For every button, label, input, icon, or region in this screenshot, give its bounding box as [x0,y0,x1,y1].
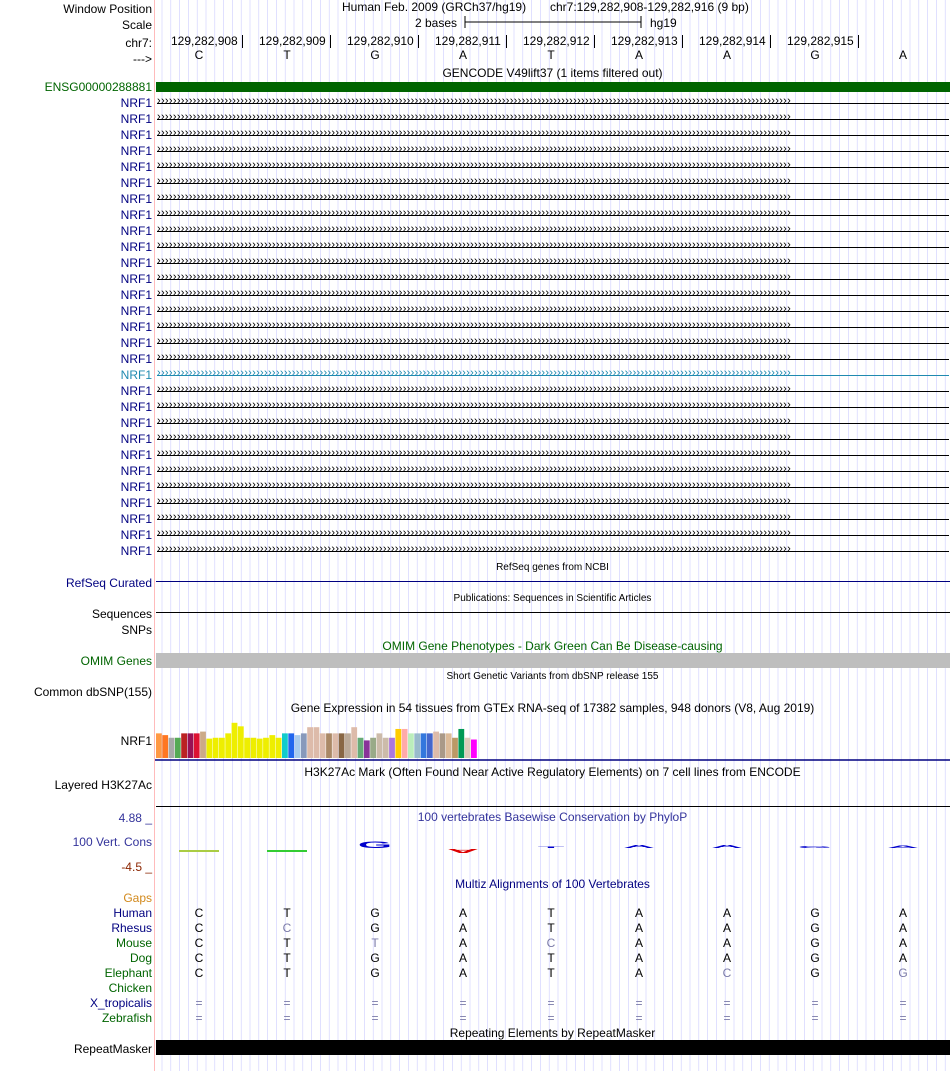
alignment-base: A [634,966,643,980]
gtex-tissue-bar[interactable] [326,733,332,758]
transcript-strand-arrows: ›››››››››››››››››››››››››››››››››››››››››››››››››››››››››››››››››››››››››››››››››››››››››››››››››››››››››››››››››››››››››››››››››››››››››››››››››››››››››››››››› [157,463,792,475]
h3k27ac-track-title: H3K27Ac Mark (Often Found Near Active Regulatory Elements) on 7 cell lines from ENCODE [304,765,801,779]
publications-label[interactable]: Sequences [91,607,152,621]
reference-base: C [194,48,204,62]
alignment-base: = [899,996,907,1010]
gtex-tissue-bar[interactable] [314,727,320,758]
alignment-base: G [370,906,380,920]
gtex-tissue-bar[interactable] [320,733,326,758]
gtex-tissue-bar[interactable] [301,733,307,758]
coordinate-tick [770,35,771,48]
phylop-score-letter: A [447,847,479,855]
transcript-strand-arrows: ›››››››››››››››››››››››››››››››››››››››››››››››››››››››››››››››››››››››››››››››››››››››››››››››››››››››››››››››››››››››››››››››››››››››››››››››››››››››››››››››› [157,239,792,251]
transcript-label[interactable]: NRF1 [120,320,152,334]
snps-label[interactable]: SNPs [121,623,152,637]
gtex-tissue-bar[interactable] [263,738,269,758]
alignment-base: = [371,1011,379,1025]
species-label-dog[interactable]: Dog [129,951,152,965]
transcript-label[interactable]: NRF1 [120,368,152,382]
alignment-base: G [810,951,820,965]
phylop-score-letter: A [623,843,655,850]
transcript-label[interactable]: NRF1 [120,496,152,510]
coordinate-tick [242,35,243,48]
alignment-base: = [723,996,731,1010]
coordinate-tick [682,35,683,48]
strand-label: ---> [133,52,152,66]
transcript-label[interactable]: NRF1 [120,224,152,238]
dbsnp-track-title: Short Genetic Variants from dbSNP release 155 [446,671,659,682]
reference-base: G [370,48,380,62]
alignment-base: T [547,966,555,980]
transcript-label[interactable]: NRF1 [120,512,152,526]
transcript-strand-arrows: ›››››››››››››››››››››››››››››››››››››››››››››››››››››››››››››››››››››››››››››››››››››››››››››››››››››››››››››››››››››››››››››››››››››››››››››››››››››››››››››››› [157,495,792,507]
gtex-tissue-bar[interactable] [181,733,187,758]
alignment-base: = [283,996,291,1010]
gtex-track-title: Gene Expression in 54 tissues from GTEx RNA-seq of 17382 samples, 948 donors (V8, Aug 2019) [290,701,815,715]
species-label-zebrafish[interactable]: Zebrafish [101,1011,152,1025]
transcript-strand-arrows: ›››››››››››››››››››››››››››››››››››››››››››››››››››››››››››››››››››››››››››››››››››››››››››››››››››››››››››››››››››››››››››››››››››››››››››››››››››››››››››››››› [157,159,792,171]
gtex-tissue-bar[interactable] [169,738,175,758]
phylop-score-mark [179,850,219,852]
transcript-strand-arrows: ›››››››››››››››››››››››››››››››››››››››››››››››››››››››››››››››››››››››››››››››››››››››››››››››››››››››››››››››››››››››››››››››››››››››››››››››››››››››››››››››› [157,319,792,331]
gtex-tissue-bar[interactable] [446,733,452,758]
transcript-strand-arrows: ›››››››››››››››››››››››››››››››››››››››››››››››››››››››››››››››››››››››››››››››››››››››››››››››››››››››››››››››››››››››››››››››››››››››››››››››››››››››››››››››› [157,479,792,491]
transcript-label[interactable]: NRF1 [120,432,152,446]
gtex-bar-chart[interactable] [155,714,950,762]
transcript-strand-arrows: ›››››››››››››››››››››››››››››››››››››››››››››››››››››››››››››››››››››››››››››››››››››››››››››››››››››››››››››››››››››››››››››››››››››››››››››››››››››››››››››››› [157,351,792,363]
gtex-tissue-bar[interactable] [206,739,212,758]
transcript-label[interactable]: NRF1 [120,480,152,494]
transcript-strand-arrows: ›››››››››››››››››››››››››››››››››››››››››››››››››››››››››››››››››››››››››››››››››››››››››››››››››››››››››››››››››››››››››››››››››››››››››››››››››››››››››››››››› [157,303,792,315]
alignment-base: C [194,936,204,950]
gtex-tissue-bar[interactable] [156,733,162,758]
alignment-base: A [458,921,467,935]
refseq-line [156,581,950,582]
species-label-rhesus[interactable]: Rhesus [111,921,152,935]
alignment-base: T [283,906,291,920]
transcript-strand-arrows: ›››››››››››››››››››››››››››››››››››››››››››››››››››››››››››››››››››››››››››››››››››››››››››››››››››››››››››››››››››››››››››››››››››››››››››››››››››››››››››››››› [157,527,792,539]
alignment-base: = [195,996,203,1010]
omim-feature-bar[interactable] [156,653,950,668]
phylop-label[interactable]: 100 Vert. Cons [72,835,152,849]
alignment-base: = [283,1011,291,1025]
alignment-base: G [370,951,380,965]
alignment-base: = [459,1011,467,1025]
phylop-conservation-plot[interactable] [155,828,950,864]
transcript-label[interactable]: NRF1 [120,128,152,142]
reference-base: A [722,48,731,62]
alignment-base: A [722,921,731,935]
transcript-strand-arrows: ›››››››››››››››››››››››››››››››››››››››››››››››››››››››››››››››››››››››››››››››››››››››››››››››››››››››››››››››››››››››››››››››››››››››››››››››››››››››››››››››› [157,383,792,395]
transcript-strand-arrows: ›››››››››››››››››››››››››››››››››››››››››››››››››››››››››››››››››››››››››››››››››››››››››››››››››››››››››››››››››››››››››››››››››››››››››››››››››››››››››››››››› [157,127,792,139]
gtex-tissue-bar[interactable] [225,733,231,758]
alignment-base: = [195,1011,203,1025]
gtex-tissue-bar[interactable] [465,738,471,758]
coordinate-tick [418,35,419,48]
species-label-elephant[interactable]: Elephant [104,966,152,980]
transcript-label[interactable]: NRF1 [120,208,152,222]
gtex-tissue-bar[interactable] [288,733,294,758]
gtex-tissue-bar[interactable] [188,733,194,758]
alignment-base: A [722,951,731,965]
alignment-base: A [722,936,731,950]
alignment-base: = [811,1011,819,1025]
transcript-label[interactable]: NRF1 [120,464,152,478]
alignment-base: A [634,951,643,965]
phylop-score-letter: G [357,839,393,850]
transcript-strand-arrows: ›››››››››››››››››››››››››››››››››››››››››››››››››››››››››››››››››››››››››››››››››››››››››››››››››››››››››››››››››››››››››››››››››››››››››››››››››››››››››››››››› [157,95,792,107]
scale-text: 2 bases [415,16,458,30]
alignment-base: C [194,906,204,920]
alignment-base: A [458,966,467,980]
transcript-strand-arrows: ›››››››››››››››››››››››››››››››››››››››››››››››››››››››››››››››››››››››››››››››››››››››››››››››››››››››››››››››››››››››››››››››››››››››››››››››››››››››››››››››› [157,175,792,187]
gtex-tissue-bar[interactable] [307,727,313,758]
scale-bar [462,14,644,30]
alignment-base: A [458,936,467,950]
coordinate-tick-label: 129,282,914 [699,34,766,48]
transcript-strand-arrows: ›››››››››››››››››››››››››››››››››››››››››››››››››››››››››››››››››››››››››››››››››››››››››››››››››››››››››››››››››››››››››››››››››››››››››››››››››››››››››››››››› [157,287,792,299]
transcript-label[interactable]: NRF1 [120,448,152,462]
assembly-text: Human Feb. 2009 (GRCh37/hg19) [342,0,527,14]
transcript-label[interactable]: NRF1 [120,192,152,206]
transcript-label[interactable]: NRF1 [120,160,152,174]
reference-base: G [810,48,820,62]
coordinate-tick-label: 129,282,915 [787,34,854,48]
gtex-tissue-bar[interactable] [364,740,370,758]
reference-base: A [898,48,907,62]
gtex-tissue-bar[interactable] [200,732,206,758]
gtex-label[interactable]: NRF1 [120,734,152,748]
h3k27ac-baseline [156,806,950,807]
gtex-tissue-bar[interactable] [213,738,219,758]
alignment-base: = [723,1011,731,1025]
alignment-base: T [283,936,291,950]
transcript-strand-arrows: ›››››››››››››››››››››››››››››››››››››››››››››››››››››››››››››››››››››››››››››››››››››››››››››››››››››››››››››››››››››››››››››››››››››››››››››››››››››››››››››››› [157,111,792,123]
transcript-strand-arrows: ›››››››››››››››››››››››››››››››››››››››››››››››››››››››››››››››››››››››››››››››››››››››››››››››››››››››››››››››››››››››››››››››››››››››››››››››››››››››››››››››› [157,511,792,523]
reference-base: T [283,48,291,62]
coordinate-tick-label: 129,282,913 [611,34,678,48]
alignment-base: = [635,1011,643,1025]
gtex-tissue-bar[interactable] [452,738,458,758]
alignment-base: G [370,966,380,980]
alignment-base: G [370,921,380,935]
alignment-base: A [898,951,907,965]
alignment-base: A [722,906,731,920]
reference-base: T [547,48,555,62]
gtex-tissue-bar[interactable] [219,738,225,758]
alignment-base: = [459,996,467,1010]
gtex-tissue-bar[interactable] [358,738,364,758]
alignment-base: A [634,906,643,920]
gtex-tissue-bar[interactable] [458,729,464,758]
species-label-mouse[interactable]: Mouse [115,936,152,950]
publications-track-title: Publications: Sequences in Scientific Articles [453,593,652,604]
transcript-strand-arrows: ›››››››››››››››››››››››››››››››››››››››››››››››››››››››››››››››››››››››››››››››››››››››››››››››››››››››››››››››››››››››››››››››››››››››››››››››››››››››››››››››› [157,271,792,283]
transcript-strand-arrows: ›››››››››››››››››››››››››››››››››››››››››››››››››››››››››››››››››››››››››››››››››››››››››››››››››››››››››››››››››››››››››››››››››››››››››››››››››››››››››››››››› [157,415,792,427]
gtex-tissue-bar[interactable] [433,732,439,758]
gtex-tissue-bar[interactable] [414,733,420,758]
gencode-gene-label[interactable]: ENSG00000288881 [44,80,152,94]
alignment-base: G [810,966,820,980]
coordinate-tick [506,35,507,48]
transcript-label[interactable]: NRF1 [120,400,152,414]
gtex-tissue-bar[interactable] [402,729,408,758]
transcript-label[interactable]: NRF1 [120,144,152,158]
transcript-strand-arrows: ›››››››››››››››››››››››››››››››››››››››››››››››››››››››››››››››››››››››››››››››››››››››››››››››››››››››››››››››››››››››››››››››››››››››››››››››››››››››››››››››› [157,367,792,379]
gtex-tissue-bar[interactable] [332,733,338,758]
gtex-tissue-bar[interactable] [269,735,275,758]
transcript-label[interactable]: NRF1 [120,352,152,366]
chrom-label: chr7: [125,36,152,50]
transcript-strand-arrows: ›››››››››››››››››››››››››››››››››››››››››››››››››››››››››››››››››››››››››››››››››››››››››››››››››››››››››››››››››››››››››››››››››››››››››››››››››››››››››››››››› [157,143,792,155]
alignment-base: A [898,921,907,935]
transcript-strand-arrows: ›››››››››››››››››››››››››››››››››››››››››››››››››››››››››››››››››››››››››››››››››››››››››››››››››››››››››››››››››››››››››››››››››››››››››››››››››››››››››››››››› [157,399,792,411]
transcript-strand-arrows: ›››››››››››››››››››››››››››››››››››››››››››››››››››››››››››››››››››››››››››››››››››››››››››››››››››››››››››››››››››››››››››››››››››››››››››››››››››››››››››››››› [157,543,792,555]
alignment-base: A [898,906,907,920]
alignment-base: = [547,996,555,1010]
transcript-label[interactable]: NRF1 [120,96,152,110]
coordinate-tick-label: 129,282,911 [435,34,501,48]
transcript-label[interactable]: NRF1 [120,112,152,126]
gtex-tissue-bar[interactable] [389,738,395,758]
coordinate-tick [858,35,859,48]
transcript-label[interactable]: NRF1 [120,416,152,430]
omim-label[interactable]: OMIM Genes [80,654,152,668]
repeatmasker-track-title: Repeating Elements by RepeatMasker [449,1026,656,1040]
alignment-base: T [283,966,291,980]
alignment-base: = [811,996,819,1010]
transcript-label[interactable]: NRF1 [120,528,152,542]
publications-line [156,612,950,613]
transcript-label[interactable]: NRF1 [120,304,152,318]
repeatmasker-bar[interactable] [156,1040,950,1055]
gtex-tissue-bar[interactable] [295,735,301,758]
transcript-label[interactable]: NRF1 [120,544,152,558]
gtex-tissue-bar[interactable] [244,738,250,758]
gtex-tissue-bar[interactable] [421,733,427,758]
transcript-strand-arrows: ›››››››››››››››››››››››››››››››››››››››››››››››››››››››››››››››››››››››››››››››››››››››››››››››››››››››››››››››››››››››››››››››››››››››››››››››››››››››››››››››› [157,447,792,459]
gencode-gene-bar[interactable] [156,82,950,92]
phylop-score-letter: A [887,844,919,849]
dbsnp-label[interactable]: Common dbSNP(155) [33,685,152,699]
alignment-base: C [282,921,292,935]
phylop-score-letter: G [797,845,833,849]
alignment-base: C [194,951,204,965]
gtex-tissue-bar[interactable] [232,723,238,758]
phylop-track-title: 100 vertebrates Basewise Conservation by PhyloP [417,810,688,824]
scale-label: Scale [121,18,152,32]
gtex-tissue-bar[interactable] [194,733,200,758]
scale-db: hg19 [650,16,677,30]
alignment-base: = [899,1011,907,1025]
gtex-tissue-bar[interactable] [251,738,257,758]
h3k27ac-label[interactable]: Layered H3K27Ac [54,778,152,792]
transcript-label[interactable]: NRF1 [120,288,152,302]
alignment-base: A [634,921,643,935]
window-position-label: Window Position [63,2,152,16]
alignment-base: C [194,921,204,935]
gencode-track-title: GENCODE V49lift37 (1 items filtered out) [442,66,663,80]
gtex-tissue-bar[interactable] [377,733,383,758]
refseq-track-title: RefSeq genes from NCBI [496,562,609,573]
alignment-base: T [283,951,291,965]
reference-base: A [458,48,467,62]
transcript-label[interactable]: NRF1 [120,272,152,286]
gtex-tissue-bar[interactable] [408,733,414,758]
coordinate-tick-label: 129,282,912 [523,34,590,48]
gtex-tissue-bar[interactable] [440,733,446,758]
transcript-strand-arrows: ›››››››››››››››››››››››››››››››››››››››››››››››››››››››››››››››››››››››››››››››››››››››››››››››››››››››››››››››››››››››››››››››››››››››››››››››››››››››››››››››› [157,207,792,219]
transcript-label[interactable]: NRF1 [120,240,152,254]
alignment-base: C [194,966,204,980]
gtex-tissue-bar[interactable] [395,729,401,758]
gtex-tissue-bar[interactable] [345,733,351,758]
alignment-base: A [898,936,907,950]
reference-base: A [634,48,643,62]
gaps-label[interactable]: Gaps [123,891,152,905]
alignment-base: T [547,921,555,935]
alignment-base: G [898,966,908,980]
species-label-chicken[interactable]: Chicken [108,981,152,995]
alignment-base: T [371,936,379,950]
transcript-label[interactable]: NRF1 [120,384,152,398]
gtex-tissue-bar[interactable] [471,740,477,758]
phylop-score-letter: A [711,843,743,850]
phylop-ymax: 4.88 _ [118,811,152,825]
transcript-strand-arrows: ›››››››››››››››››››››››››››››››››››››››››››››››››››››››››››››››››››››››››››››››››››››››››››››››››››››››››››››››››››››››››››››››››››››››››››››››››››››››››››››››› [157,191,792,203]
phylop-ymin: -4.5 _ [121,860,152,874]
gtex-tissue-bar[interactable] [257,739,263,758]
alignment-base: G [810,906,820,920]
alignment-base: = [635,996,643,1010]
alignment-base: G [810,921,820,935]
transcript-label[interactable]: NRF1 [120,256,152,270]
alignment-base: T [547,951,555,965]
phylop-score-mark [267,850,307,852]
gtex-tissue-bar[interactable] [162,735,168,758]
transcript-label[interactable]: NRF1 [120,336,152,350]
gtex-tissue-bar[interactable] [351,727,357,758]
omim-track-title: OMIM Gene Phenotypes - Dark Green Can Be Disease-causing [382,639,723,653]
coordinate-tick-label: 129,282,908 [171,34,238,48]
coordinate-tick-label: 129,282,910 [347,34,414,48]
transcript-strand-arrows: ›››››››››››››››››››››››››››››››››››››››››››››››››››››››››››››››››››››››››››››››››››››››››››››››››››››››››››››››››››››››››››››››››››››››››››››››››››››››››››››››› [157,431,792,443]
gtex-tissue-bar[interactable] [383,738,389,758]
gtex-tissue-bar[interactable] [427,733,433,758]
species-label-human[interactable]: Human [113,906,152,920]
gtex-tissue-bar[interactable] [276,738,282,758]
alignment-base: A [458,951,467,965]
alignment-base: A [634,936,643,950]
gtex-tissue-bar[interactable] [238,726,244,758]
alignment-base: C [722,966,732,980]
species-label-x-tropicalis[interactable]: X_tropicalis [89,996,152,1010]
gtex-tissue-bar[interactable] [370,738,376,758]
coordinate-tick [594,35,595,48]
alignment-base: T [547,906,555,920]
transcript-strand-arrows: ›››››››››››››››››››››››››››››››››››››››››››››››››››››››››››››››››››››››››››››››››››››››››››››››››››››››››››››››››››››››››››››››››››››››››››››››››››››››››››››››› [157,335,792,347]
alignment-base: = [547,1011,555,1025]
phylop-score-letter: T [537,846,565,849]
transcript-strand-arrows: ›››››››››››››››››››››››››››››››››››››››››››››››››››››››››››››››››››››››››››››››››››››››››››››››››››››››››››››››››››››››››››››››››››››››››››››››››››››››››››››››› [157,255,792,267]
position-text: chr7:129,282,908-129,282,916 (9 bp) [550,0,749,14]
coordinate-tick-label: 129,282,909 [259,34,326,48]
repeatmasker-label[interactable]: RepeatMasker [73,1042,152,1056]
multiz-track-title: Multiz Alignments of 100 Vertebrates [455,877,650,891]
alignment-base: C [546,936,556,950]
transcript-strand-arrows: ›››››››››››››››››››››››››››››››››››››››››››››››››››››››››››››››››››››››››››››››››››››››››››››››››››››››››››››››››››››››››››››››››››››››››››››››››››››››››››››››› [157,223,792,235]
alignment-base: G [810,936,820,950]
gtex-tissue-bar[interactable] [175,738,181,758]
alignment-base: A [458,906,467,920]
gtex-tissue-bar[interactable] [282,733,288,758]
gtex-tissue-bar[interactable] [339,733,345,758]
alignment-base: = [371,996,379,1010]
refseq-label[interactable]: RefSeq Curated [65,576,152,590]
transcript-label[interactable]: NRF1 [120,176,152,190]
coordinate-tick [330,35,331,48]
